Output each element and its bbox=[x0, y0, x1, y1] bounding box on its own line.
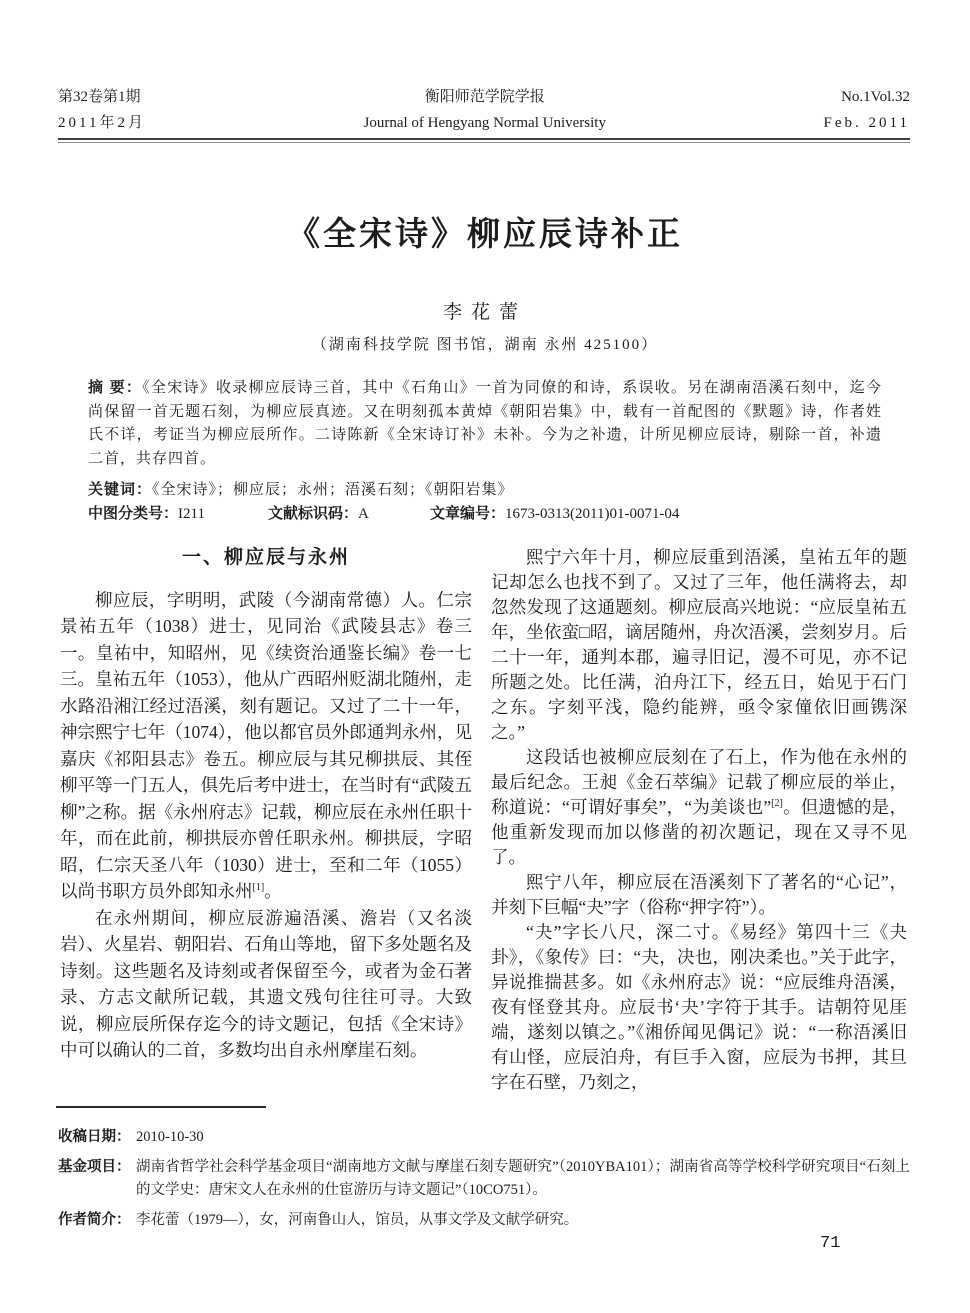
journal-title-en: Journal of Hengyang Normal University bbox=[363, 115, 606, 131]
paragraph-text: 。 bbox=[264, 881, 282, 901]
author-name: 李花蕾 bbox=[442, 302, 527, 323]
first-page-footnotes bbox=[58, 1126, 910, 1239]
author-bio-item bbox=[58, 1209, 910, 1232]
header-right bbox=[824, 84, 910, 136]
footnote-ref-1: [1] bbox=[252, 882, 265, 894]
paragraph-text: 。但遗憾的是，他重新发现而加以修凿的初次题记，现在又寻不见了。 bbox=[491, 797, 908, 867]
fund-project-text: 湖南省哲学社会科学基金项目“湖南地方文献与摩崖石刻专题研究”（2010YBA101）；湖南省高等学校科学研究项目“石刻上的文学史：唐宋文人在永州的仕宦游历与诗文题记”（10CO751）。 bbox=[136, 1159, 910, 1198]
paragraph-text: 柳应辰，字明明，武陵（今湖南常德）人。仁宗景祐五年（1038）进士，见同治《武陵县志》卷三一。皇祐中，知昭州，见《续资治通鉴长编》卷一七三。皇祐五年（1053），他从广西昭州贬湖北随州，走水路沿湘江经过浯溪，刻有题记。又过了二十一年，神宗熙宁七年（1074），他以都官员外郎通判永州，见嘉庆《祁阳县志》卷五。柳应辰与其兄柳拱辰、其侄柳平等一门五人，俱先后考中进士，在当时有“武陵五柳”之称。据《永州府志》记载，柳应辰在永州任职十年，而在此前，柳拱辰亦曾任职永州。柳拱辰，字昭昭，仁宗天圣八年（1030）进士，至和二年（1055）以尚书职方员外郎知永州 bbox=[60, 589, 472, 901]
publication-date-en: Feb. 2011 bbox=[823, 115, 910, 131]
clc-number bbox=[88, 502, 268, 523]
document-code bbox=[268, 502, 430, 523]
right-column bbox=[491, 545, 907, 1095]
author-bio-label: 作者简介： bbox=[58, 1212, 131, 1228]
author-affiliation: （湖南科技学院 图书馆，湖南 永州 425100） bbox=[311, 337, 659, 353]
clc-label: 中图分类号： bbox=[88, 505, 179, 522]
header-left bbox=[58, 84, 146, 136]
clc-value: I211 bbox=[178, 506, 205, 522]
journal-header bbox=[58, 84, 910, 136]
publication-date-cn: 2011年2月 bbox=[58, 115, 146, 131]
footnote-divider-rule bbox=[56, 1106, 266, 1108]
keywords-text: 《全宋诗》；柳应辰；永州；浯溪石刻；《朝阳岩集》 bbox=[152, 482, 514, 498]
received-date-label: 收稿日期： bbox=[58, 1129, 131, 1145]
document-code-value: A bbox=[358, 506, 369, 522]
footnote-ref-2: [2] bbox=[771, 798, 783, 810]
left-column bbox=[60, 545, 472, 1064]
page-number: 71 bbox=[820, 1234, 841, 1253]
fund-project-item bbox=[58, 1156, 910, 1202]
received-date-value: 2010-10-30 bbox=[136, 1129, 204, 1145]
article-id-value: 1673-0313(2011)01-0071-04 bbox=[505, 506, 680, 522]
keywords-block bbox=[88, 478, 882, 499]
article-id-label: 文章编号： bbox=[430, 505, 506, 522]
fund-project-label: 基金项目： bbox=[58, 1159, 131, 1175]
paragraph: 熙宁八年，柳应辰在浯溪刻下了著名的“心记”，并刻下巨幅“夬”字（俗称“押字符”）。 bbox=[491, 872, 907, 917]
article-id bbox=[430, 502, 679, 523]
abstract-label: 摘 要： bbox=[88, 379, 143, 396]
header-divider-rule bbox=[58, 138, 910, 143]
header-center bbox=[146, 84, 824, 136]
number-volume: No.1Vol.32 bbox=[841, 89, 910, 105]
author-bio-text: 李花蕾（1979—），女，河南鲁山人，馆员，从事文学及文献学研究。 bbox=[136, 1212, 579, 1228]
article-title: 《全宋诗》柳应辰诗补正 bbox=[287, 217, 683, 253]
received-date-item bbox=[58, 1126, 910, 1149]
paragraph bbox=[491, 745, 907, 870]
paragraph-text: 这段话也被柳应辰刻在了石上，作为他在永州的最后纪念。王昶《金石萃编》记载了柳应辰的举止，称道说：“可谓好事矣”，“为美谈也” bbox=[491, 747, 907, 817]
paragraph: “夬”字长八尺，深二寸。《易经》第四十三《夬卦》，《象传》曰：“夬，决也，刚决柔也。”关于此字，异说推揣甚多。如《永州府志》说：“应辰维舟浯溪，夜有怪登其舟。应辰书‘夬’字符于其手。诘朝符见厓端，遂刻以镇之。”《湘侨闻见偶记》说：“一称浯溪旧有山怪，应辰泊舟，有巨手入窗，应辰为书押，其旦字在石壁，乃刻之， bbox=[491, 922, 907, 1092]
volume-issue: 第32卷第1期 bbox=[58, 89, 141, 105]
section-heading-1: 一、柳应辰与永州 bbox=[181, 547, 350, 568]
keywords-label: 关键词： bbox=[88, 481, 153, 498]
journal-title-cn: 衡阳师范学院学报 bbox=[424, 89, 545, 105]
paragraph: 在永州期间，柳应辰游遍浯溪、澹岩（又名淡岩）、火星岩、朝阳岩、石角山等地，留下多处题名及诗刻。这些题名及诗刻或者保留至今，或者为金石著录、方志文献所记载，其遗文残句往往可寻。大致说，柳应辰所保存迄今的诗文题记，包括《全宋诗》中可以确认的二首，多数均出自永州摩崖石刻。 bbox=[60, 907, 472, 1060]
abstract-block bbox=[88, 376, 882, 471]
abstract-text: 《全宋诗》收录柳应辰诗三首，其中《石角山》一首为同僚的和诗，系误收。另在湖南浯溪石刻中，迄今尚保留一首无题石刻，为柳应辰真迹。又在明刻孤本黄焯《朝阳岩集》中，载有一首配图的《默题》诗，作者姓氏不详，考证当为柳应辰所作。二诗陈新《全宋诗订补》未补。今为之补遗，计所见柳应辰诗，剔除一首，补遗二首，共存四首。 bbox=[88, 380, 882, 467]
document-code-label: 文献标识码： bbox=[268, 505, 359, 522]
paragraph bbox=[60, 587, 472, 905]
classification-row bbox=[88, 502, 882, 523]
paragraph: 熙宁六年十月，柳应辰重到浯溪，皇祐五年的题记却怎么也找不到了。又过了三年，他任满将去，却忽然发现了这通题刻。柳应辰高兴地说：“应辰皇祐五年，坐依蛮□昭，谪居随州，舟次浯溪，尝刻岁月。后二十一年，通判本郡，遍寻旧记，漫不可见，亦不记所题之处。比任满，泊舟江下，经五日，始见于石门之东。字刻平浅，隐约能辨，亟令家僮依旧画镌深之。” bbox=[491, 547, 907, 742]
